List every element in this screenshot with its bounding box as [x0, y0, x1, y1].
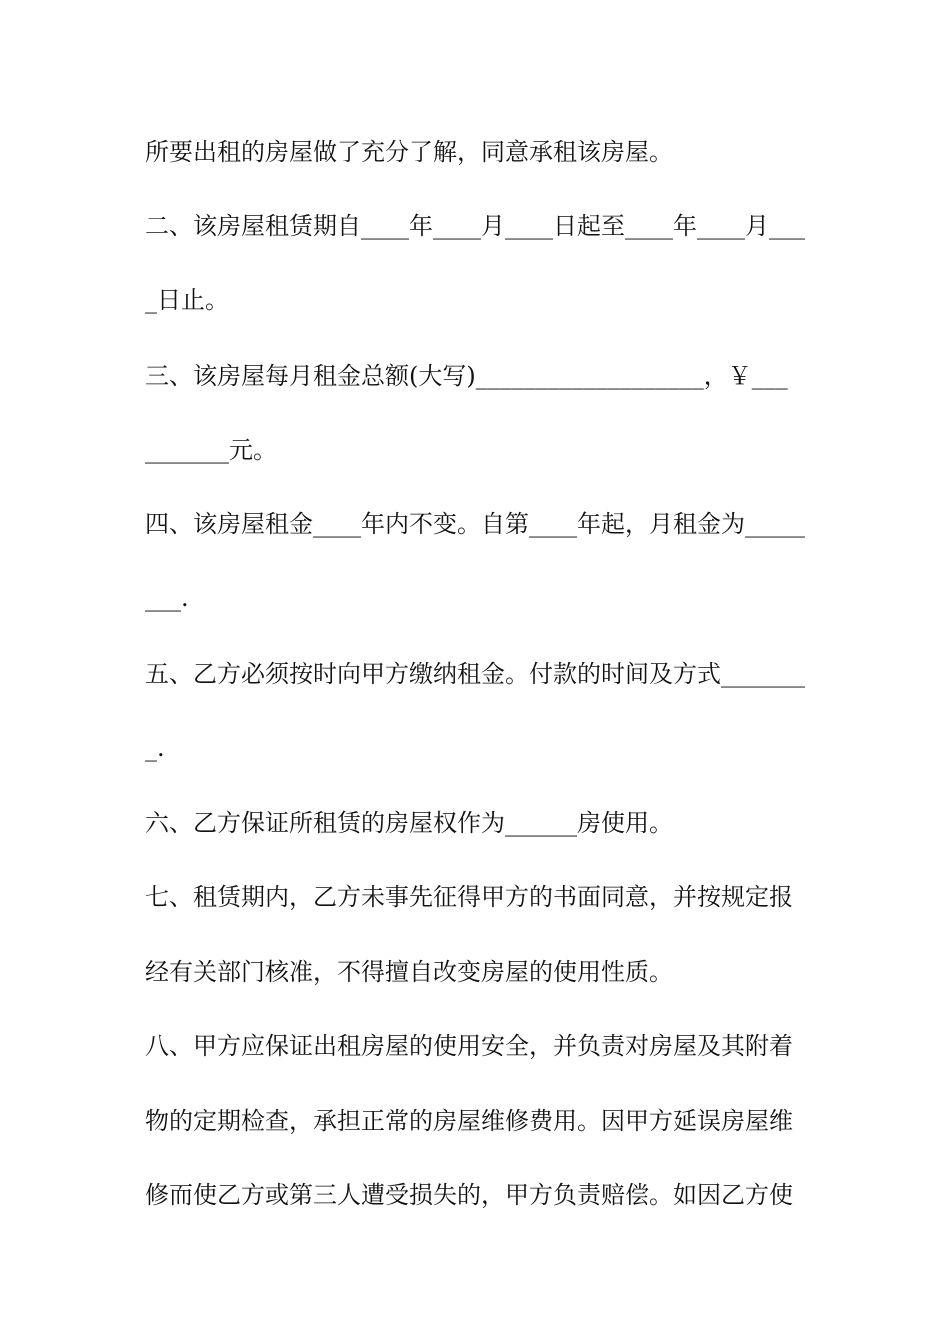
text-line: ___.	[145, 584, 189, 612]
text-line: 经有关部门核准，不得擅自改变房屋的使用性质。	[145, 958, 673, 986]
text-line: _.	[145, 734, 165, 762]
text-line: 五、乙方必须按时向甲方缴纳租金。付款的时间及方式_______	[145, 660, 805, 688]
text-line: _日止。	[145, 286, 229, 314]
text-line: 八、甲方应保证出租房屋的使用安全，并负责对房屋及其附着	[145, 1032, 793, 1060]
text-line: 六、乙方保证所租赁的房屋权作为______房使用。	[145, 809, 673, 837]
text-line: 修而使乙方或第三人遭受损失的，甲方负责赔偿。如因乙方使	[145, 1181, 793, 1209]
text-line: 三、该房屋每月租金总额(大写)___________________，￥___	[145, 362, 788, 390]
text-line: 四、该房屋租金____年内不变。自第____年起，月租金为_____	[145, 510, 805, 538]
text-line: _______元。	[145, 436, 277, 464]
text-line: 所要出租的房屋做了充分了解，同意承租该房屋。	[145, 138, 673, 166]
text-line: 二、该房屋租赁期自____年____月____日起至____年____月___	[145, 212, 805, 240]
text-line: 物的定期检查，承担正常的房屋维修费用。因甲方延误房屋维	[145, 1107, 793, 1135]
text-line: 七、租赁期内，乙方未事先征得甲方的书面同意，并按规定报	[145, 883, 793, 911]
